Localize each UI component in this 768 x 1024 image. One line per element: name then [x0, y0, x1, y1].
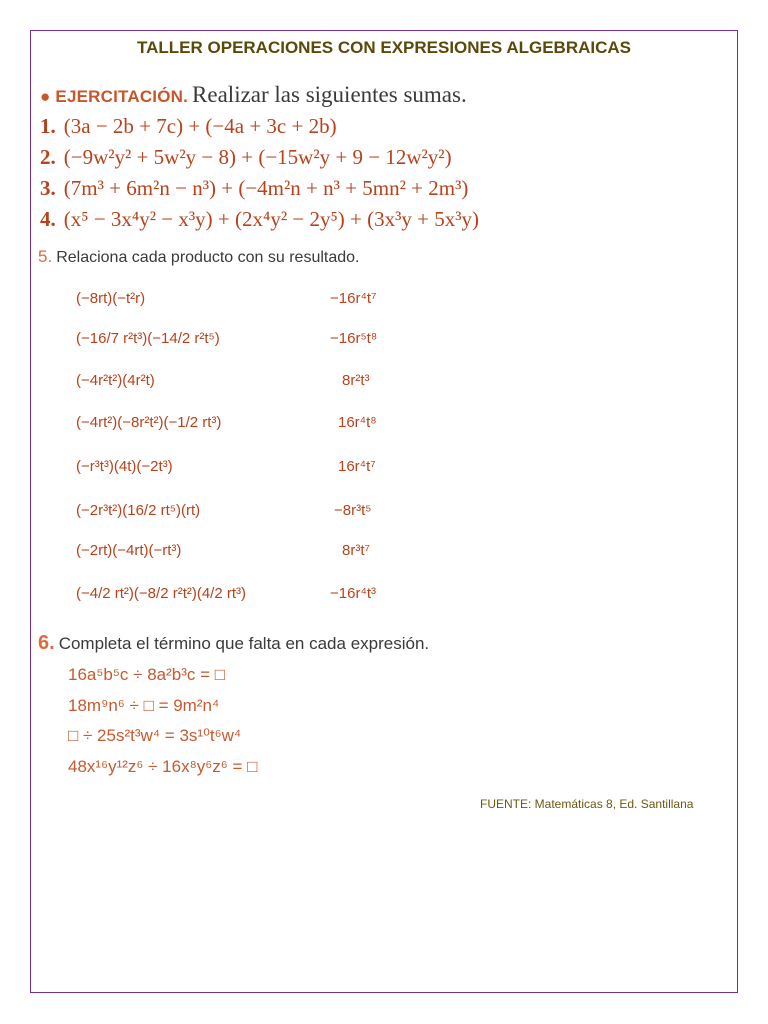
- section-6-text: Completa el término que falta en cada expresión.: [58, 634, 430, 653]
- result-item: −8r³t⁵: [334, 502, 372, 519]
- expression-item: □ ÷ 25s²t³w⁴ = 3s¹⁰t⁶w⁴: [68, 726, 242, 745]
- product-item: (−2r³t²)(16/2 rt⁵)(rt): [76, 502, 201, 519]
- section-1-tag-text: EJERCITACIÓN.: [55, 87, 189, 106]
- section-5-text: Relaciona cada producto con su resultado.: [56, 249, 360, 266]
- result-item: 8r³t⁷: [342, 542, 370, 559]
- product-item: (−4/2 rt²)(−8/2 r²t²)(4/2 rt³): [76, 585, 247, 602]
- result-item: 8r²t³: [342, 372, 370, 389]
- result-item: −16r⁴t⁷: [330, 290, 377, 307]
- expression-item: 16a⁵b⁵c ÷ 8a²b³c = □: [68, 665, 226, 684]
- product-item: (−8rt)(−t²r): [76, 290, 146, 307]
- sum-item: [40, 176, 468, 201]
- sum-expression: (3a − 2b + 7c) + (−4a + 3c + 2b): [63, 114, 337, 138]
- page-title: TALLER OPERACIONES CON EXPRESIONES ALGEBRAICAS: [137, 38, 631, 57]
- result-item: 16r⁴t⁷: [338, 458, 376, 475]
- circle-bullet-icon: ●: [40, 87, 56, 106]
- section-1-instruction: Realizar las siguientes sumas.: [192, 82, 467, 107]
- product-item: (−2rt)(−4rt)(−rt³): [76, 542, 182, 559]
- sum-expression: (7m³ + 6m²n − n³) + (−4m²n + n³ + 5mn² + 2m³): [63, 176, 469, 200]
- section-1-tag: [40, 87, 188, 106]
- result-item: −16r⁵t⁸: [330, 330, 378, 347]
- sum-expression: (x⁵ − 3x⁴y² − x³y) + (2x⁴y² − 2y⁵) + (3x³y + 5x³y): [63, 207, 480, 231]
- section-6-number: 6.: [38, 632, 55, 654]
- result-item: 16r⁴t⁸: [338, 414, 377, 431]
- sum-item: [40, 207, 479, 232]
- sum-item: [40, 114, 337, 139]
- product-item: (−r³t³)(4t)(−2t³): [76, 458, 173, 475]
- sum-expression: (−9w²y² + 5w²y − 8) + (−15w²y + 9 − 12w²y²): [63, 145, 452, 169]
- sum-item: [40, 145, 452, 170]
- result-item: −16r⁴t³: [330, 585, 377, 602]
- expression-item: 18m⁹n⁶ ÷ □ = 9m²n⁴: [68, 696, 220, 715]
- section-1-heading: [40, 82, 467, 108]
- source-note: FUENTE: Matemáticas 8, Ed. Santillana: [480, 797, 694, 811]
- sum-number: 4.: [40, 207, 56, 231]
- product-item: (−4rt²)(−8r²t²)(−1/2 rt³): [76, 414, 222, 431]
- sum-number: 1.: [40, 114, 56, 138]
- sum-number: 3.: [40, 176, 56, 200]
- sum-number: 2.: [40, 145, 56, 169]
- section-5-number: 5.: [38, 247, 53, 266]
- product-item: (−16/7 r²t³)(−14/2 r²t⁵): [76, 330, 220, 347]
- product-item: (−4r²t²)(4r²t): [76, 372, 155, 389]
- section-5-heading: [38, 247, 360, 267]
- expression-item: 48x¹⁶y¹²z⁶ ÷ 16x⁸y⁶z⁶ = □: [68, 757, 258, 776]
- section-6-heading: [38, 632, 429, 655]
